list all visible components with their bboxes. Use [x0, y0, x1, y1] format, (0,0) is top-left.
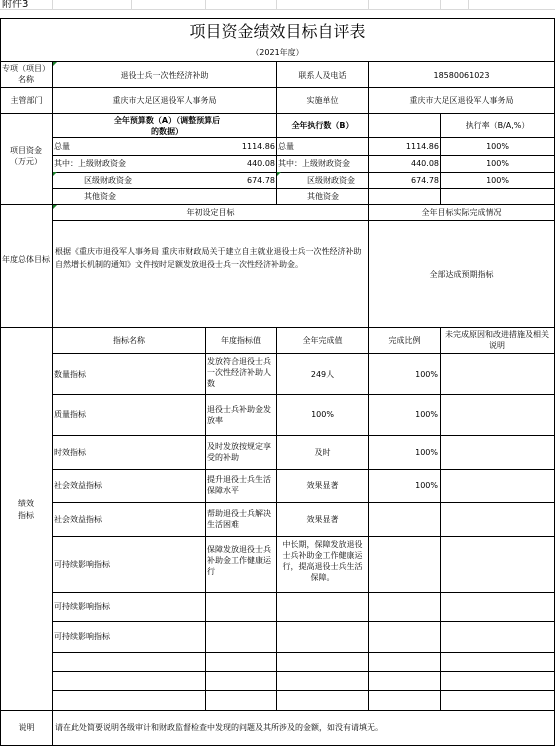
funds-row-exec: 674.78 [411, 176, 439, 185]
indicator-value: 及时发放按规定享受的补助 [207, 442, 271, 462]
funds-row-budget: 440.08 [247, 159, 275, 168]
funds-row-label: 其他资金 [84, 192, 116, 201]
indicator-done: 249人 [310, 370, 335, 379]
project-name-label: 专项（项目）名称 [2, 64, 50, 84]
perf-indicators-label: 绩效指标 [18, 499, 34, 520]
attachment-label: 附件3 [2, 0, 29, 10]
funds-row-exec-label: 其中：上级财政资金 [278, 159, 350, 168]
cell-marker-icon [53, 172, 57, 176]
indicator-name: 质量指标 [54, 410, 86, 419]
funds-row-rate: 100% [486, 159, 509, 168]
ind-header-reason: 未完成原因和改进措施及相关说明 [445, 330, 549, 350]
contact-phone: 18580061023 [433, 71, 490, 80]
initial-goal-text: 根据《重庆市退役军人事务局 重庆市财政局关于建立自主就业退役士兵一次性经济补助自然增长机制的通知》文件按时足额发放退役士兵一次性经济补助金。 [55, 247, 362, 269]
ind-header-name: 指标名称 [113, 336, 145, 345]
note-label: 说明 [18, 723, 35, 732]
project-name: 退役士兵一次性经济补助 [120, 71, 209, 80]
funds-row-rate: 100% [486, 176, 509, 185]
dept-value: 重庆市大足区退役军人事务局 [112, 96, 217, 105]
indicator-name: 社会效益指标 [54, 481, 102, 490]
ind-header-value: 年度指标值 [221, 336, 261, 345]
budget-header: 全年预算数（A）（调整预算后的数据） [113, 116, 221, 136]
funds-row-budget: 674.78 [247, 176, 275, 185]
cell-marker-icon [53, 62, 57, 66]
funds-row-exec: 440.08 [411, 159, 439, 168]
funds-row-label: 其中：上级财政资金 [54, 159, 126, 168]
indicator-ratio: 100% [415, 370, 438, 379]
indicator-ratio: 100% [415, 448, 438, 457]
year-label: （2021年度） [251, 48, 304, 57]
overall-goal-label: 年度总体目标 [2, 255, 50, 264]
ind-header-ratio: 完成比例 [388, 336, 421, 345]
indicator-done: 效果显著 [306, 481, 339, 490]
ind-header-done: 全年完成值 [302, 336, 343, 345]
funds-row-budget: 1114.86 [241, 142, 275, 151]
indicator-name: 可持续影响指标 [54, 560, 110, 569]
cell-marker-icon [277, 172, 281, 176]
indicator-value: 帮助退役士兵解决生活困难 [207, 509, 271, 529]
funds-label: 项目资金（万元） [10, 146, 42, 166]
indicator-name: 数量指标 [54, 370, 86, 379]
funds-row-exec-label: 其他资金 [307, 192, 339, 201]
rate-header: 执行率（B/A,%） [465, 121, 530, 130]
funds-row-exec-label: 总量 [278, 142, 294, 151]
funds-row-label: 区级财政资金 [84, 176, 132, 185]
impl-label: 实施单位 [306, 96, 339, 105]
note-text: 请在此处简要说明各级审计和财政监督检查中发现的问题及其所涉及的金额，如没有请填无。 [55, 723, 383, 732]
indicator-name: 可持续影响指标 [54, 602, 110, 611]
indicator-name: 可持续影响指标 [54, 632, 110, 641]
dept-label: 主管部门 [10, 96, 43, 105]
initial-goal-header: 年初设定目标 [186, 208, 235, 217]
indicator-ratio: 100% [415, 410, 438, 419]
indicator-value: 保障发放退役士兵补助金工作健康运行 [207, 545, 271, 576]
indicator-done: 中长期，保障发放退役士兵补助金工作健康运行，提高退役士兵生活保障。 [282, 540, 363, 582]
indicator-done: 效果显著 [306, 515, 339, 524]
indicator-name: 时效指标 [54, 448, 86, 457]
funds-row-label: 总量 [54, 142, 70, 151]
indicator-done: 100% [311, 410, 334, 419]
funds-row-exec: 1114.86 [405, 142, 439, 151]
actual-header: 全年目标实际完成情况 [421, 208, 502, 217]
contact-label: 联系人及电话 [298, 71, 347, 80]
indicator-value: 提升退役士兵生活保障水平 [207, 475, 271, 495]
funds-row-exec-label: 区级财政资金 [307, 176, 355, 185]
funds-row-rate: 100% [486, 142, 509, 151]
indicator-value: 退役士兵补助金发放率 [207, 405, 271, 425]
indicator-name: 社会效益指标 [54, 515, 102, 524]
impl-value: 重庆市大足区退役军人事务局 [409, 96, 514, 105]
exec-header: 全年执行数（B） [291, 121, 354, 130]
indicator-ratio: 100% [415, 481, 438, 490]
indicator-done: 及时 [314, 448, 331, 457]
page-title: 项目资金绩效目标自评表 [189, 22, 366, 41]
actual-text: 全部达成预期指标 [429, 270, 494, 279]
indicator-value: 发放符合退役士兵一次性经济补助人数 [207, 357, 271, 388]
